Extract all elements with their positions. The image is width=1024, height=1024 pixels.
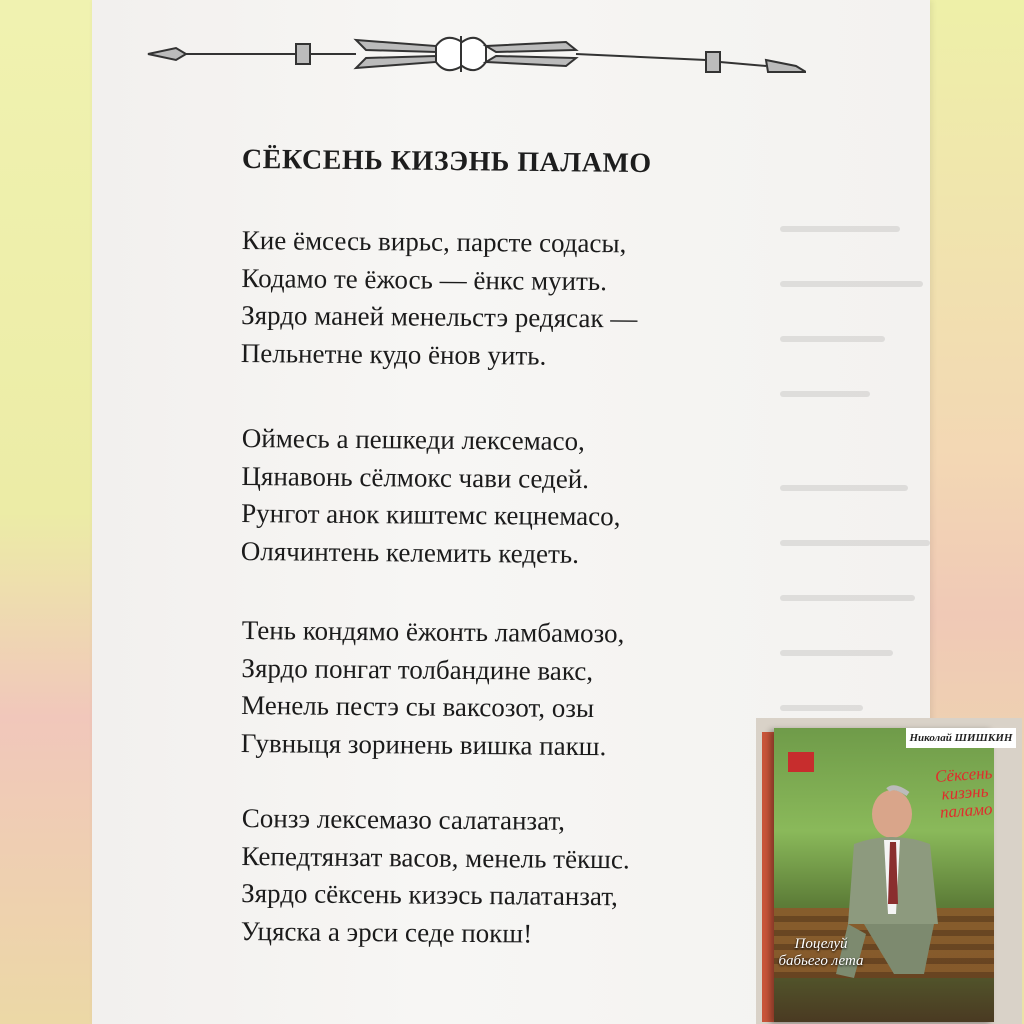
poem-line: Кодамо те ёжось — ёнкс муить. (241, 262, 608, 296)
cover-subtitle: Поцелуй бабьего лета (778, 936, 864, 969)
poem-line: Уцяска а эрси седе покш! (240, 915, 533, 949)
stanza-1 (241, 222, 638, 375)
poem-line: Кепедтянзат васов, менель тёкшс. (241, 840, 630, 874)
stanza-4 (241, 800, 630, 953)
poem-line: Тень кондямо ёжонть ламбамозо, (241, 614, 625, 649)
poem-line: Олячинтень келемить кедеть. (240, 535, 580, 569)
poem-line: Оймесь а пешкеди лексемасо, (241, 422, 585, 456)
stanza-2 (241, 420, 622, 573)
cover-title: Сёксень кизэнь паламо (934, 763, 994, 822)
stanza-3 (241, 612, 625, 765)
poem-line: Сонзэ лексемазо салатанзат, (241, 802, 566, 836)
poem-line: Зярдо понгат толбандине вакс, (241, 652, 594, 686)
poem-line: Цянавонь сёлмокс чави седей. (241, 460, 590, 494)
cover-author: Николай ШИШКИН (906, 728, 1016, 748)
poem-line: Зярдо маней менельстэ редясак — (241, 299, 638, 334)
ornament-divider (146, 32, 806, 84)
poem-line: Гувныця зоринень вишка пакш. (240, 727, 607, 761)
poem-line: Кие ёмсесь вирьс, парсте содасы, (241, 224, 627, 259)
poem-line: Зярдо сёксень кизэсь палатанзат, (241, 877, 618, 912)
publisher-logo (788, 752, 814, 772)
poem-line: Менель пестэ сы ваксозот, озы (241, 689, 595, 724)
poem-title: СЁКСЕНЬ КИЗЭНЬ ПАЛАМО (241, 143, 652, 180)
poem-line: Рунгот анок киштемс кецнемасо, (241, 497, 621, 532)
poem-line: Пельнетне кудо ёнов уить. (240, 337, 547, 371)
book-cover-thumbnail (756, 718, 1022, 1024)
